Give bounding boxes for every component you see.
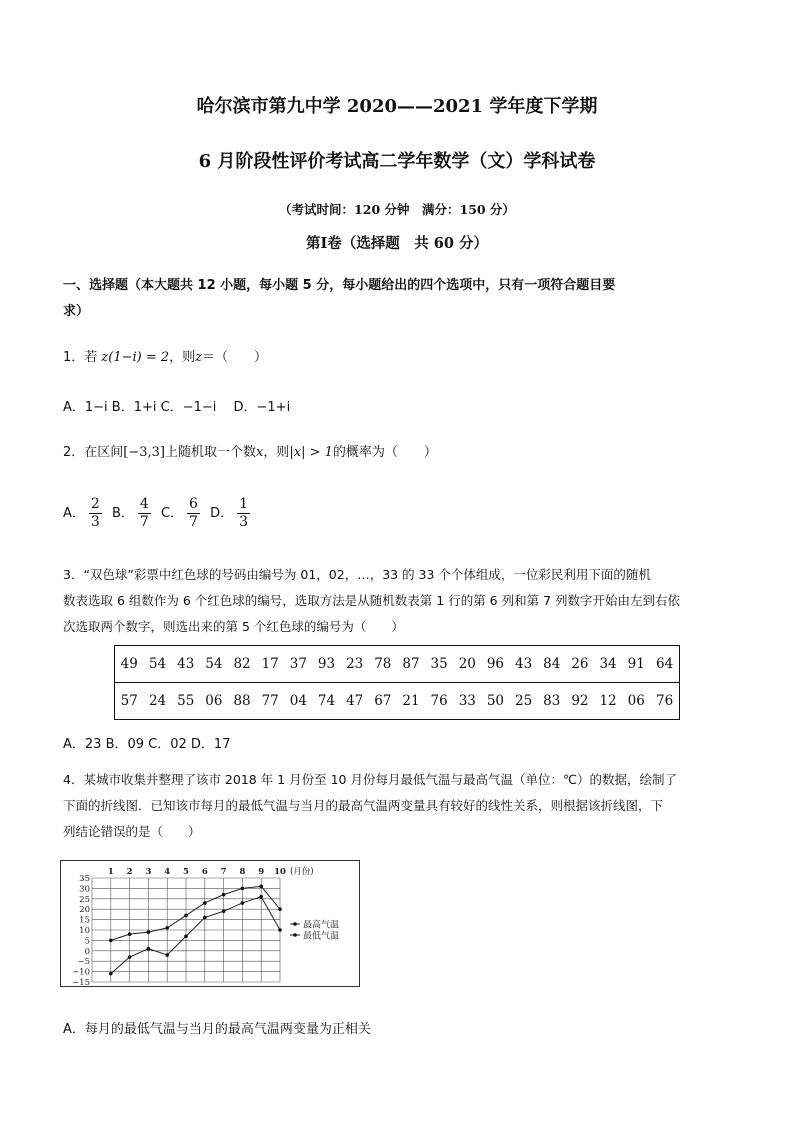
x-tick-label: 4	[164, 867, 171, 877]
data-point	[222, 909, 226, 913]
q1-expression: z(1−i) = 2	[101, 350, 170, 365]
q2-condition: |x| > 1	[289, 445, 333, 460]
series-line-low	[111, 897, 280, 974]
random-table-cell: 17	[256, 646, 284, 683]
data-point	[147, 947, 151, 951]
data-point	[222, 893, 226, 897]
data-point	[259, 895, 263, 899]
legend-marker	[293, 933, 297, 937]
data-point	[109, 972, 113, 976]
random-table-cell: 37	[284, 646, 312, 683]
random-table-cell: 50	[481, 683, 509, 720]
data-point	[147, 930, 151, 934]
data-point	[203, 916, 207, 920]
y-tick-label: 35	[79, 874, 90, 884]
random-table-cell: 54	[143, 646, 171, 683]
data-point	[128, 955, 132, 959]
random-table-row	[115, 646, 680, 683]
random-table-cell: 87	[397, 646, 425, 683]
random-table-cell: 43	[172, 646, 200, 683]
q4-option-a: A．每月的最低气温与当月的最高气温两变量为正相关	[63, 1022, 371, 1037]
data-point	[165, 953, 169, 957]
random-table-cell: 88	[228, 683, 256, 720]
x-tick-label: 5	[183, 867, 189, 877]
random-table-cell: 04	[284, 683, 312, 720]
random-table-cell: 33	[453, 683, 481, 720]
q3-options: A．23 B．09 C．02 D．17	[63, 737, 231, 752]
random-table-cell: 26	[566, 646, 594, 683]
y-tick-label: −5	[77, 957, 90, 968]
q1-suffix: ＝（ ）	[202, 350, 268, 365]
exam-info: （考试时间：120 分钟 满分：150 分）	[279, 202, 515, 217]
x-tick-label: 2	[126, 867, 133, 877]
random-table-cell: 55	[172, 683, 200, 720]
random-table-cell: 82	[228, 646, 256, 683]
q1-mid: ，则	[169, 350, 196, 365]
random-table-cell: 06	[622, 683, 650, 720]
x-axis-unit: (月份)	[290, 867, 314, 877]
data-point	[278, 907, 282, 911]
series-line-high	[111, 886, 280, 940]
random-table-cell: 21	[397, 683, 425, 720]
random-table-cell: 76	[650, 683, 679, 720]
random-table-cell: 23	[341, 646, 369, 683]
section-heading-line2: 求）	[63, 304, 90, 319]
y-tick-label: 15	[79, 915, 90, 926]
random-number-table	[114, 645, 680, 720]
x-tick-label: 10	[274, 867, 286, 877]
q2-option-d-fraction: $\frac{1}{3}$	[239, 496, 249, 530]
y-tick-label: −10	[72, 967, 90, 978]
q2-variable: x	[256, 445, 264, 460]
q2-interval: [−3,3]	[123, 445, 165, 460]
q2-suffix: 的概率为（ ）	[332, 445, 437, 460]
random-table-cell: 83	[538, 683, 566, 720]
data-point	[259, 885, 263, 889]
x-tick-label: 3	[145, 867, 152, 877]
q2-mid2: ，则	[263, 445, 290, 460]
question-1	[63, 346, 267, 365]
temperature-line-chart	[60, 860, 360, 987]
random-table-cell: 47	[341, 683, 369, 720]
x-tick-label: 9	[258, 867, 265, 877]
random-table-cell: 74	[312, 683, 340, 720]
random-table-cell: 43	[510, 646, 538, 683]
legend-label: 最高气温	[303, 920, 340, 931]
question-2	[63, 441, 437, 460]
random-table-cell: 67	[369, 683, 397, 720]
random-table-row	[115, 683, 680, 720]
x-tick-label: 8	[239, 867, 246, 877]
y-tick-label: 5	[84, 936, 90, 947]
q2-option-c-label: C．	[160, 506, 184, 521]
q1-variable: z	[195, 350, 203, 365]
legend-marker	[293, 922, 297, 926]
random-table-cell: 64	[650, 646, 679, 683]
random-table-cell: 25	[510, 683, 538, 720]
q2-option-d-label: D．	[210, 506, 234, 521]
y-tick-label: 10	[79, 926, 90, 936]
random-table-cell: 20	[453, 646, 481, 683]
random-table-cell: 78	[369, 646, 397, 683]
random-table-cell: 91	[622, 646, 650, 683]
y-tick-label: −15	[72, 978, 90, 987]
exam-title-line1: 哈尔滨市第九中学 2020——2021 学年度下学期	[196, 96, 598, 117]
random-table-cell: 76	[425, 683, 453, 720]
q2-option-a-label: A．	[63, 506, 85, 521]
q4-line1: 4．某城市收集并整理了该市 2018 年 1 月份至 10 月份每月最低气温与最高气温（单位：℃）的数据，绘制了	[63, 772, 678, 787]
y-tick-label: 0	[84, 946, 90, 957]
data-point	[241, 887, 245, 891]
random-table-cell: 77	[256, 683, 284, 720]
q1-prefix: 1．若	[63, 350, 98, 365]
x-tick-label: 7	[220, 867, 227, 877]
random-table-cell: 92	[566, 683, 594, 720]
random-table-cell: 12	[594, 683, 622, 720]
data-point	[128, 932, 132, 936]
data-point	[203, 901, 207, 905]
y-tick-label: 25	[79, 894, 90, 905]
q4-line3: 列结论错误的是（ ）	[63, 824, 201, 839]
data-point	[165, 926, 169, 930]
y-tick-label: 20	[79, 905, 90, 916]
x-tick-label: 6	[201, 867, 208, 877]
q2-prefix: 2．在区间	[63, 445, 124, 460]
random-table-cell: 57	[115, 683, 144, 720]
random-table-cell: 24	[143, 683, 171, 720]
data-point	[278, 928, 282, 932]
random-table-cell: 96	[481, 646, 509, 683]
q2-mid: 上随机取一个数	[165, 445, 257, 460]
q2-option-c-fraction: $\frac{6}{7}$	[189, 496, 198, 530]
random-table-cell: 06	[200, 683, 228, 720]
data-point	[109, 939, 113, 943]
x-tick-label: 1	[107, 867, 114, 877]
random-table-cell: 84	[538, 646, 566, 683]
q3-line2: 数表选取 6 组数作为 6 个红色球的编号，选取方法是从随机数表第 1 行的第 6 列和第 7 列数字开始由左到右依	[63, 593, 681, 608]
random-table-cell: 93	[312, 646, 340, 683]
data-point	[241, 901, 245, 905]
q3-line3: 次选取两个数字，则选出来的第 5 个红色球的编号为（ ）	[63, 619, 404, 634]
q2-option-a-fraction: $\frac{2}{3}$	[90, 496, 100, 530]
random-table-cell: 34	[594, 646, 622, 683]
q4-line2: 下面的折线图．已知该市每月的最低气温与当月的最高气温两变量具有较好的线性关系，则根据该折线图，下	[63, 798, 664, 813]
q2-options	[63, 496, 256, 531]
y-tick-label: 30	[79, 884, 90, 895]
volume-heading: 第Ⅰ卷（选择题 共 60 分）	[305, 235, 489, 252]
q2-option-b-fraction: $\frac{4}{7}$	[139, 496, 149, 530]
exam-title-line2: 6 月阶段性评价考试高二学年数学（文）学科试卷	[198, 151, 596, 172]
section-heading-line1: 一、选择题（本大题共 12 小题，每小题 5 分，每小题给出的四个选项中，只有一项符合题目要	[63, 278, 616, 293]
q1-options: A．1−i B．1+i C．−1−i D．−1+i	[63, 400, 291, 415]
random-table-cell: 35	[425, 646, 453, 683]
random-table-cell: 54	[200, 646, 228, 683]
data-point	[184, 934, 188, 938]
q2-option-b-label: B．	[111, 506, 134, 521]
random-table-cell: 49	[115, 646, 144, 683]
q3-line1: 3．“双色球”彩票中红色球的号码由编号为 01，02，…，33 的 33 个个体组成，一位彩民利用下面的随机	[63, 567, 651, 582]
data-point	[184, 914, 188, 918]
legend-label: 最低气温	[303, 931, 340, 942]
